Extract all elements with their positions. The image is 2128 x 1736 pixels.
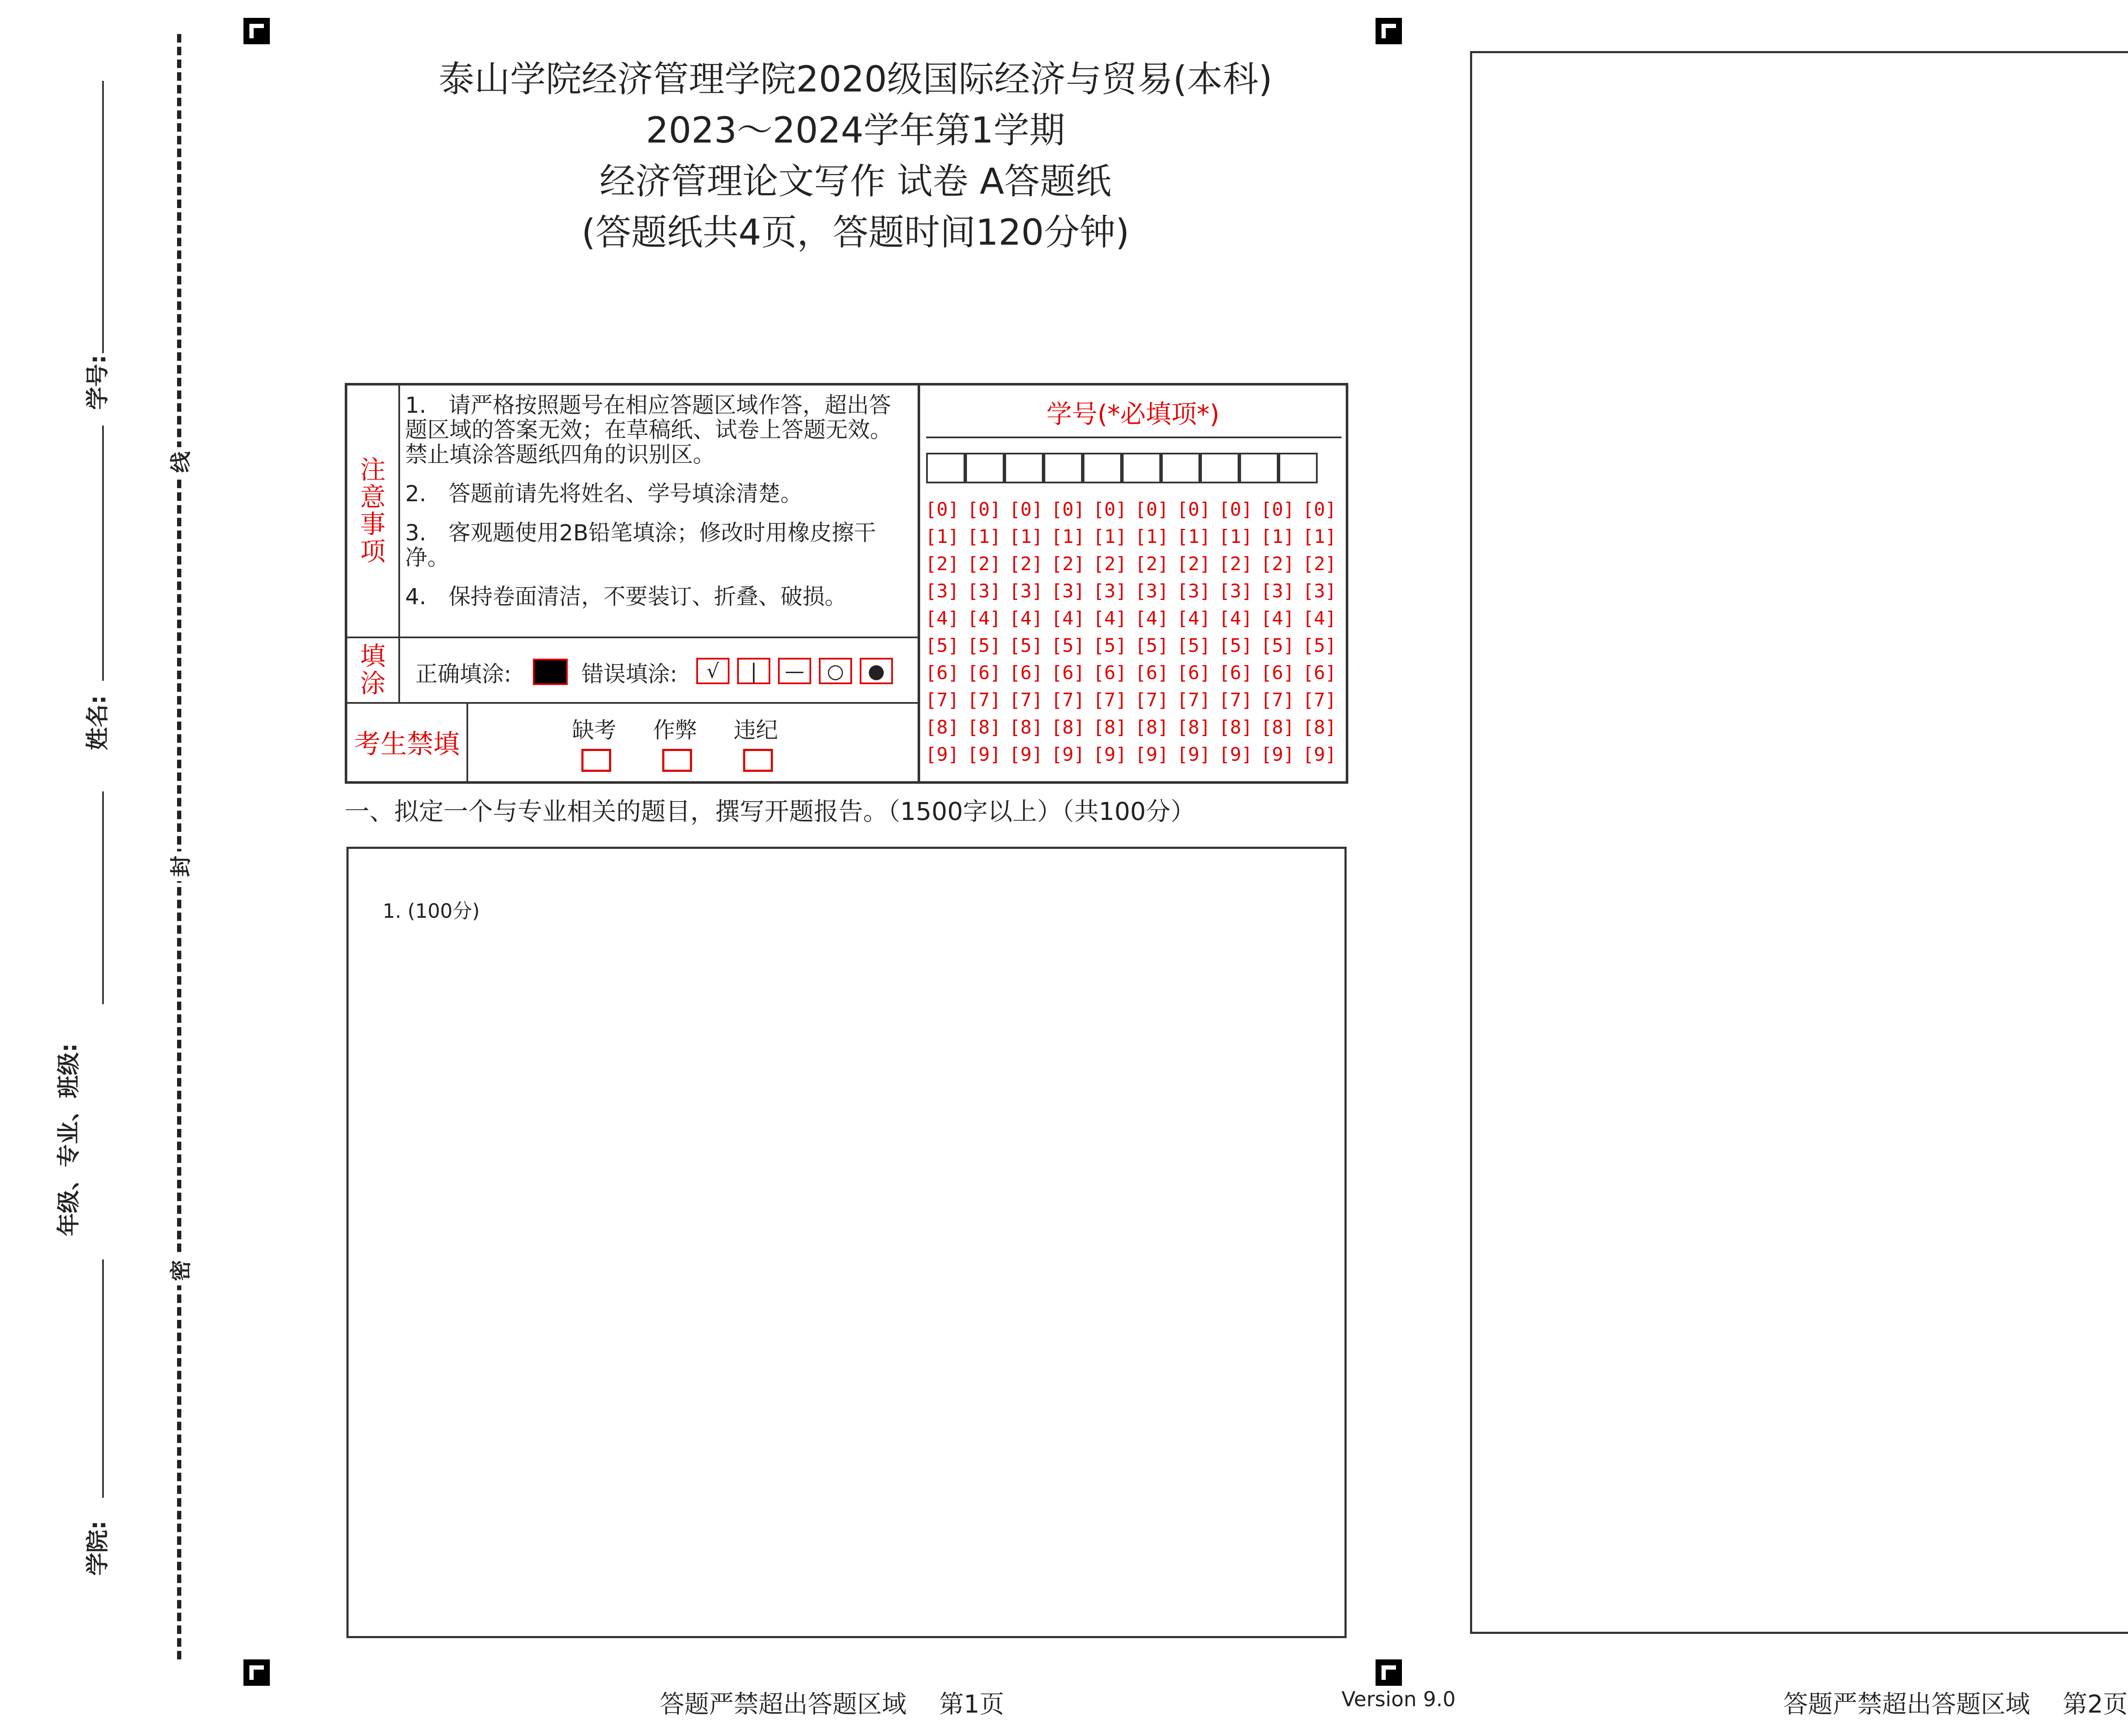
student-id-bubble[interactable]: [4] bbox=[1009, 608, 1043, 629]
student-id-bubble[interactable]: [7] bbox=[1093, 689, 1127, 711]
student-id-line bbox=[102, 81, 104, 353]
student-id-bubble[interactable]: [2] bbox=[1009, 553, 1043, 575]
student-id-bubble[interactable]: [5] bbox=[1302, 635, 1336, 657]
fill-example-row bbox=[347, 637, 918, 704]
student-id-bubble[interactable]: [0] bbox=[967, 499, 1001, 520]
student-id-bubble[interactable]: [2] bbox=[967, 553, 1001, 575]
notes-body bbox=[405, 393, 907, 624]
student-id-bubble[interactable]: [9] bbox=[1177, 744, 1211, 765]
info-box bbox=[345, 383, 1348, 784]
student-id-bubble[interactable]: [9] bbox=[925, 744, 959, 765]
wrong-mark-dash: — bbox=[778, 658, 811, 684]
notes-column bbox=[347, 385, 920, 781]
student-id-bubble[interactable]: [7] bbox=[1302, 689, 1336, 711]
student-id-bubble[interactable]: [8] bbox=[1009, 717, 1043, 738]
student-id-bubble[interactable]: [1] bbox=[1261, 526, 1295, 548]
student-id-bubble-row bbox=[925, 551, 1347, 578]
student-id-bubble-row bbox=[925, 741, 1347, 768]
student-id-bubble[interactable]: [0] bbox=[1177, 499, 1211, 520]
notes-heading-char: 项 bbox=[360, 537, 386, 567]
college-line bbox=[102, 1259, 104, 1498]
student-id-bubble[interactable]: [6] bbox=[1135, 662, 1169, 684]
answer-area-page-1[interactable] bbox=[346, 847, 1347, 1638]
student-id-bubble[interactable]: [0] bbox=[1009, 499, 1043, 520]
college-label: 学院: bbox=[84, 1520, 111, 1576]
student-id-bubble[interactable]: [8] bbox=[1093, 717, 1127, 738]
student-id-bubble[interactable]: [7] bbox=[1218, 689, 1253, 711]
student-id-bubble[interactable]: [2] bbox=[1051, 553, 1085, 575]
student-id-bubble[interactable]: [4] bbox=[1093, 608, 1127, 629]
student-id-bubble[interactable]: [5] bbox=[1051, 635, 1085, 657]
student-id-bubble[interactable]: [4] bbox=[1261, 608, 1295, 629]
student-id-bubble[interactable]: [3] bbox=[967, 580, 1001, 602]
student-id-bubble[interactable]: [4] bbox=[1177, 608, 1211, 629]
student-id-bubble[interactable]: [5] bbox=[1009, 635, 1043, 657]
correct-fill-label: 正确填涂: bbox=[415, 662, 512, 687]
student-id-bubble[interactable]: [4] bbox=[1135, 608, 1169, 629]
correct-fill-mark bbox=[533, 659, 568, 685]
student-id-bubble[interactable]: [4] bbox=[1302, 608, 1336, 629]
note-item-4: 4. 保持卷面清洁，不要装订、折叠、破损。 bbox=[405, 584, 847, 610]
student-id-cell[interactable] bbox=[1161, 453, 1200, 483]
wrong-mark-circle: ○ bbox=[819, 658, 852, 684]
student-id-bubble[interactable]: [8] bbox=[1302, 717, 1336, 738]
note-item-2: 2. 答题前请先将姓名、学号填涂清楚。 bbox=[405, 481, 803, 507]
student-id-bubble[interactable]: [5] bbox=[925, 635, 959, 657]
fill-heading-char: 涂 bbox=[360, 669, 386, 699]
student-id-cells bbox=[926, 453, 1318, 483]
cheat-label: 作弊 bbox=[652, 718, 697, 743]
student-id-bubble[interactable]: [5] bbox=[1218, 635, 1253, 657]
student-id-bubble[interactable]: [5] bbox=[1261, 635, 1295, 657]
student-id-bubble[interactable]: [0] bbox=[1051, 499, 1085, 520]
student-id-bubble[interactable]: [1] bbox=[1218, 526, 1253, 548]
student-id-bubble[interactable]: [3] bbox=[1051, 580, 1085, 602]
student-id-bubble[interactable]: [8] bbox=[1177, 717, 1211, 738]
wrong-fill-label: 错误填涂: bbox=[581, 662, 678, 687]
note-item-3: 3. 客观题使用2B铅笔填涂；修改时用橡皮擦干净。 bbox=[405, 520, 876, 571]
absent-checkbox[interactable] bbox=[581, 749, 611, 772]
violation-label: 违纪 bbox=[733, 718, 778, 743]
student-id-bubble-row bbox=[925, 605, 1347, 632]
binding-dashed-line bbox=[177, 34, 181, 1659]
student-id-bubble[interactable]: [1] bbox=[1051, 526, 1085, 548]
student-id-bubble[interactable]: [3] bbox=[1135, 580, 1169, 602]
student-id-bubble[interactable]: [2] bbox=[1218, 553, 1253, 575]
footer-page-1: 答题严禁超出答题区域 第1页 bbox=[660, 1690, 1004, 1719]
student-id-cell[interactable] bbox=[1239, 453, 1279, 483]
binding-word-feng: 封 bbox=[160, 851, 199, 881]
class-line bbox=[102, 791, 104, 1004]
student-id-bubble[interactable]: [7] bbox=[925, 689, 959, 711]
student-id-bubble[interactable]: [5] bbox=[967, 635, 1001, 657]
student-id-title: 学号(*必填项*) bbox=[1046, 400, 1220, 429]
student-id-bubble[interactable]: [9] bbox=[1302, 744, 1336, 765]
header-line-4: (答题纸共4页，答题时间120分钟) bbox=[581, 211, 1130, 253]
student-id-bubble-row bbox=[925, 714, 1347, 741]
student-id-bubble-row bbox=[925, 578, 1347, 605]
student-id-bubble[interactable]: [6] bbox=[925, 662, 959, 684]
student-id-bubble[interactable]: [0] bbox=[1093, 499, 1127, 520]
student-id-bubble[interactable]: [5] bbox=[1093, 635, 1127, 657]
student-id-bubble-row bbox=[925, 660, 1347, 687]
student-id-bubble[interactable]: [3] bbox=[1218, 580, 1253, 602]
question-sub-label: 1. (100分) bbox=[383, 899, 480, 922]
forbid-heading: 考生禁填 bbox=[347, 702, 468, 781]
student-id-bubble[interactable]: [9] bbox=[1009, 744, 1043, 765]
student-id-cell[interactable] bbox=[1044, 453, 1083, 483]
header-line-2: 2023～2024学年第1学期 bbox=[646, 109, 1065, 151]
student-id-bubble[interactable]: [3] bbox=[925, 580, 959, 602]
student-id-bubble[interactable]: [1] bbox=[967, 526, 1001, 548]
student-id-bubble[interactable]: [3] bbox=[1177, 580, 1211, 602]
student-id-bubble[interactable]: [9] bbox=[1261, 744, 1295, 765]
name-line bbox=[102, 425, 104, 681]
header-line-1: 泰山学院经济管理学院2020级国际经济与贸易(本科) bbox=[438, 58, 1273, 100]
student-id-cell[interactable] bbox=[965, 453, 1004, 483]
student-id-bubble[interactable]: [6] bbox=[1051, 662, 1085, 684]
student-id-bubble[interactable]: [2] bbox=[925, 553, 959, 575]
student-id-bubble[interactable]: [0] bbox=[925, 499, 959, 520]
fill-heading-char: 填 bbox=[360, 642, 386, 671]
student-id-bubble[interactable]: [2] bbox=[1093, 553, 1127, 575]
student-id-bubble[interactable]: [3] bbox=[1261, 580, 1295, 602]
student-id-bubble-row bbox=[925, 687, 1347, 714]
student-id-bubble[interactable]: [8] bbox=[1135, 717, 1169, 738]
student-id-bubble[interactable]: [5] bbox=[1177, 635, 1211, 657]
student-id-bubble[interactable]: [2] bbox=[1177, 553, 1211, 575]
student-id-bubble[interactable]: [1] bbox=[1135, 526, 1169, 548]
footer-version: Version 9.0 bbox=[1341, 1687, 1456, 1711]
student-id-bubble[interactable]: [5] bbox=[1135, 635, 1169, 657]
corner-marker-bottom-center bbox=[1376, 1659, 1402, 1686]
student-id-bubble[interactable]: [2] bbox=[1135, 553, 1169, 575]
student-id-bubble-row bbox=[925, 632, 1347, 660]
student-id-bubble[interactable]: [3] bbox=[1302, 580, 1336, 602]
corner-marker-bottom-left bbox=[243, 1659, 270, 1686]
student-id-bubble[interactable]: [0] bbox=[1261, 499, 1295, 520]
student-id-bubble[interactable]: [4] bbox=[967, 608, 1001, 629]
student-id-cell[interactable] bbox=[1122, 453, 1161, 483]
student-id-bubble[interactable]: [0] bbox=[1135, 499, 1169, 520]
student-id-cell[interactable] bbox=[1083, 453, 1122, 483]
student-id-cell[interactable] bbox=[1279, 453, 1318, 483]
student-id-bubble[interactable]: [0] bbox=[1302, 499, 1336, 520]
absent-label: 缺考 bbox=[572, 718, 616, 743]
student-id-cell[interactable] bbox=[926, 453, 965, 483]
student-id-bubble[interactable]: [4] bbox=[925, 608, 959, 629]
student-id-bubble[interactable]: [9] bbox=[967, 744, 1001, 765]
student-id-bubble[interactable]: [7] bbox=[1135, 689, 1169, 711]
violation-checkbox[interactable] bbox=[743, 749, 773, 772]
question-heading: 一、拟定一个与专业相关的题目，撰写开题报告。（1500字以上）（共100分） bbox=[345, 797, 1196, 826]
student-id-bubble[interactable]: [1] bbox=[1009, 526, 1043, 548]
student-id-bubble[interactable]: [6] bbox=[1261, 662, 1295, 684]
footer-page-2: 答题严禁超出答题区域 第2页 bbox=[1783, 1690, 2128, 1719]
student-id-bubble[interactable]: [8] bbox=[1261, 717, 1295, 738]
student-id-bubble[interactable]: [4] bbox=[1051, 608, 1085, 629]
notes-heading-char: 意 bbox=[360, 483, 386, 512]
student-id-bubble[interactable]: [7] bbox=[1261, 689, 1295, 711]
wrong-mark-dot: ● bbox=[860, 658, 893, 684]
student-id-bubble[interactable]: [6] bbox=[1009, 662, 1043, 684]
corner-marker-top-center bbox=[1376, 18, 1402, 44]
student-id-bubble[interactable]: [9] bbox=[1051, 744, 1085, 765]
student-id-bubble[interactable]: [2] bbox=[1261, 553, 1295, 575]
student-id-bubble[interactable]: [4] bbox=[1218, 608, 1253, 629]
student-id-bubble[interactable]: [3] bbox=[1009, 580, 1043, 602]
cheat-checkbox[interactable] bbox=[662, 749, 692, 772]
student-id-bubble[interactable]: [6] bbox=[1218, 662, 1253, 684]
student-id-bubble[interactable]: [7] bbox=[967, 689, 1001, 711]
student-id-bubble-row bbox=[925, 496, 1347, 523]
forbid-row bbox=[347, 702, 918, 781]
binding-word-mi: 密 bbox=[160, 1256, 199, 1285]
student-id-bubble[interactable]: [3] bbox=[1093, 580, 1127, 602]
answer-area-page-2[interactable] bbox=[1470, 51, 2128, 1634]
name-label: 姓名: bbox=[84, 695, 111, 751]
fill-heading bbox=[347, 638, 400, 702]
student-id-bubble[interactable]: [6] bbox=[1093, 662, 1127, 684]
wrong-mark-check: √ bbox=[696, 658, 729, 684]
student-id-bubble[interactable]: [1] bbox=[925, 526, 959, 548]
class-label: 年级、专业、班级: bbox=[55, 1043, 82, 1236]
student-id-bubble[interactable]: [2] bbox=[1302, 553, 1336, 575]
student-id-cell[interactable] bbox=[1004, 453, 1044, 483]
notes-heading bbox=[347, 385, 400, 637]
student-id-bubble[interactable]: [7] bbox=[1177, 689, 1211, 711]
header-line-3: 经济管理论文写作 试卷 A答题纸 bbox=[599, 160, 1112, 202]
student-id-bubble[interactable]: [7] bbox=[1051, 689, 1085, 711]
student-id-bubble[interactable]: [8] bbox=[967, 717, 1001, 738]
student-id-bubble[interactable]: [8] bbox=[1051, 717, 1085, 738]
student-id-bubble-row bbox=[925, 523, 1347, 551]
notes-heading-char: 事 bbox=[360, 510, 386, 540]
student-id-bubble[interactable]: [0] bbox=[1218, 499, 1253, 520]
student-id-cell[interactable] bbox=[1200, 453, 1239, 483]
student-id-bubble[interactable]: [6] bbox=[967, 662, 1001, 684]
student-id-bubble[interactable]: [1] bbox=[1302, 526, 1336, 548]
note-item-1: 1. 请严格按照题号在相应答题区域作答，超出答题区域的答案无效；在草稿纸、试卷上答题无效。禁止填涂答题纸四角的识别区。 bbox=[405, 393, 892, 468]
student-id-label: 学号: bbox=[84, 354, 111, 410]
student-id-bubble[interactable]: [9] bbox=[1135, 744, 1169, 765]
student-id-bubble[interactable]: [1] bbox=[1093, 526, 1127, 548]
student-id-bubble-grid bbox=[925, 496, 1347, 768]
student-id-column bbox=[920, 385, 1346, 781]
notes-heading-char: 注 bbox=[360, 455, 386, 485]
student-id-bubble[interactable]: [6] bbox=[1302, 662, 1336, 684]
student-id-bubble[interactable]: [1] bbox=[1177, 526, 1211, 548]
binding-word-xian: 线 bbox=[160, 447, 199, 477]
corner-marker-top-left bbox=[243, 18, 270, 44]
wrong-mark-bar: | bbox=[737, 658, 770, 684]
student-id-bubble[interactable]: [8] bbox=[925, 717, 959, 738]
student-id-bubble[interactable]: [9] bbox=[1218, 744, 1253, 765]
student-id-bubble[interactable]: [6] bbox=[1177, 662, 1211, 684]
student-id-bubble[interactable]: [7] bbox=[1009, 689, 1043, 711]
student-id-bubble[interactable]: [9] bbox=[1093, 744, 1127, 765]
student-id-bubble[interactable]: [8] bbox=[1218, 717, 1253, 738]
student-id-rule bbox=[926, 437, 1341, 438]
